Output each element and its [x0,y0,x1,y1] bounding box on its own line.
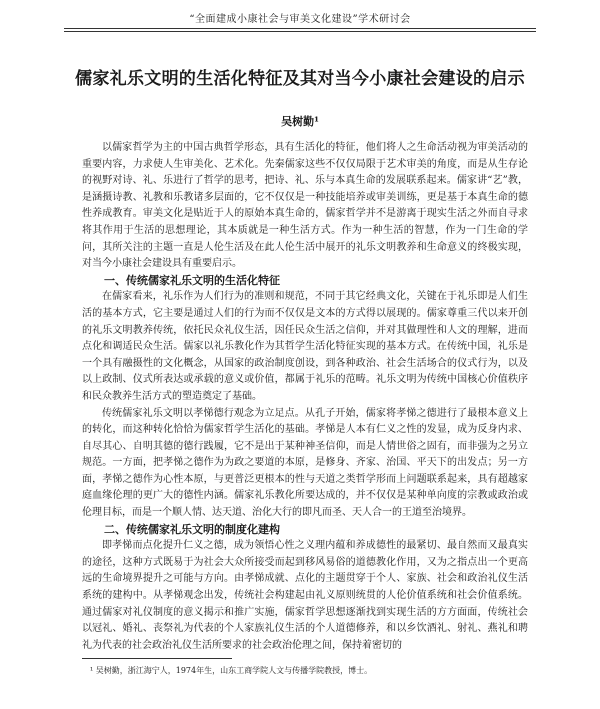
section-1-paragraph-2: 传统儒家礼乐文明以孝悌德行观念为立足点。从孔子开始，儒家将孝悌之德进行了最根本意义上的转化，而这种转化恰恰为儒家哲学生活化的基础。孝悌是人本有仁义之性的发显，成为反身内求、自尽其心、自明其德的德行践履，它不是出于某种神圣信仰，而是人情世俗之固有，而非强为之另立规范。一方面，把孝悌之德作为为政之要道的本原，是修身、齐家、治国、平天下的出发点；另一方面，孝悌之德作为心性本原，与更普泛更根本的性与天道之类哲学形而上问题联系起来，具有超越家庭血缘伦理的更广大的德性内涵。儒家礼乐教化所要达成的，并不仅仅是某种单向度的宗教或政治或伦理目标，而是一个顺人情、达天道、治化大行的即凡而圣、天人合一的王道至治境界。 [82,407,528,519]
section-1-paragraph-1: 在儒家看来，礼乐作为人们行为的准则和规范，不同于其它经典文化，关键在于礼乐即是人们生活的基本方式，它主要是通过人们的行为而不仅仅是文本的方式得以展现的。儒家尊重三代以来开创的礼乐文明教养传统，依托民众礼仪生活，因任民众生活之信仰，并对其做理性和人文的理解，进而点化和调适民众生活。儒家以礼乐教化作为其哲学生活化特征实现的基本方式。在传统中国，礼乐是一个具有融摄性的文化概念，从国家的政治制度创设，到各种政治、社会生活场合的仪式行为，以及以上政制、仪式所表达或承载的意义或价值，都属于礼乐的范畴。礼乐文明为传统中国核心价值秩序和民众教养生活方式的塑造奠定了基础。 [82,291,528,402]
intro-paragraph: 以儒家哲学为主的中国古典哲学形态，具有生活化的特征，他们将人之生命活动视为审美活动的重要内容，力求使人生审美化、艺术化。先秦儒家这些不仅仅局限于艺术审美的角度，而是从生存论的视野对诗、礼、乐进行了哲学的思考，把诗、礼、乐与本真生命的发展联系起来。儒家讲“艺”教，是涵摄诗教、礼教和乐教诸多层面的，它不仅仅是一种技能培养或审美训练，更是基于本真生命的德性养成教育。审美文化是贴近于人的原始本真生命的，儒家哲学并不是游离于现实生活之外而自寻求将其作用于生活的思想理论，其本质就是一种生活方式。作为一种生活的智慧，作为一门生命的学问，其所关注的主题一直是人伦生活及在此人伦生活中展开的礼乐文明教养和生命意义的终极实现，对当今小康社会建设具有重要启示。 [82,142,528,270]
section-2-paragraph-1: 即孝悌而点化提升仁义之德，成为领悟心性之义理内蕴和养成德性的最紧切、最自然而又最真实的途径，这种方式既易于为社会大众所接受而起到移风易俗的道德教化作用，又为之指点出一个更高远的生命境界提升之可能与方向。由孝悌成就、点化的主题贯穿于个人、家族、社会和政治礼仪生活系统的建构中。从孝悌观念出发，传统社会构建起由礼义原则统贯的人伦价值系统和社会价值系统。通过儒家对礼仪制度的意义揭示和推广实施，儒家哲学思想逐渐找到实现生活的方方面面，传统社会以冠礼、婚礼、丧祭礼为代表的个人家族礼仪生活的个人道德修养，和以乡饮酒礼、射礼、燕礼和聘礼为代表的社会政治礼仪生活所要求的社会政治伦理之间，保持着密切的 [82,540,528,651]
header-rule [64,28,536,32]
section-heading-2: 二、传统儒家礼乐文明的制度化建构 [104,522,280,536]
author-footnote: ¹ 吴树勤，浙江海宁人，1974年生，山东工商学院人文与传播学院教授，博士。 [90,666,373,675]
paper-body [82,140,528,654]
footnote-rule [82,658,232,659]
running-header: “全面建成小康社会与审美文化建设”学术研讨会 [189,14,411,25]
section-heading-1: 一、传统儒家礼乐文明的生活化特征 [104,273,280,287]
paper-title: 儒家礼乐文明的生活化特征及其对当今小康社会建设的启示 [75,69,525,89]
author-name: 吴树勤¹ [281,115,319,128]
